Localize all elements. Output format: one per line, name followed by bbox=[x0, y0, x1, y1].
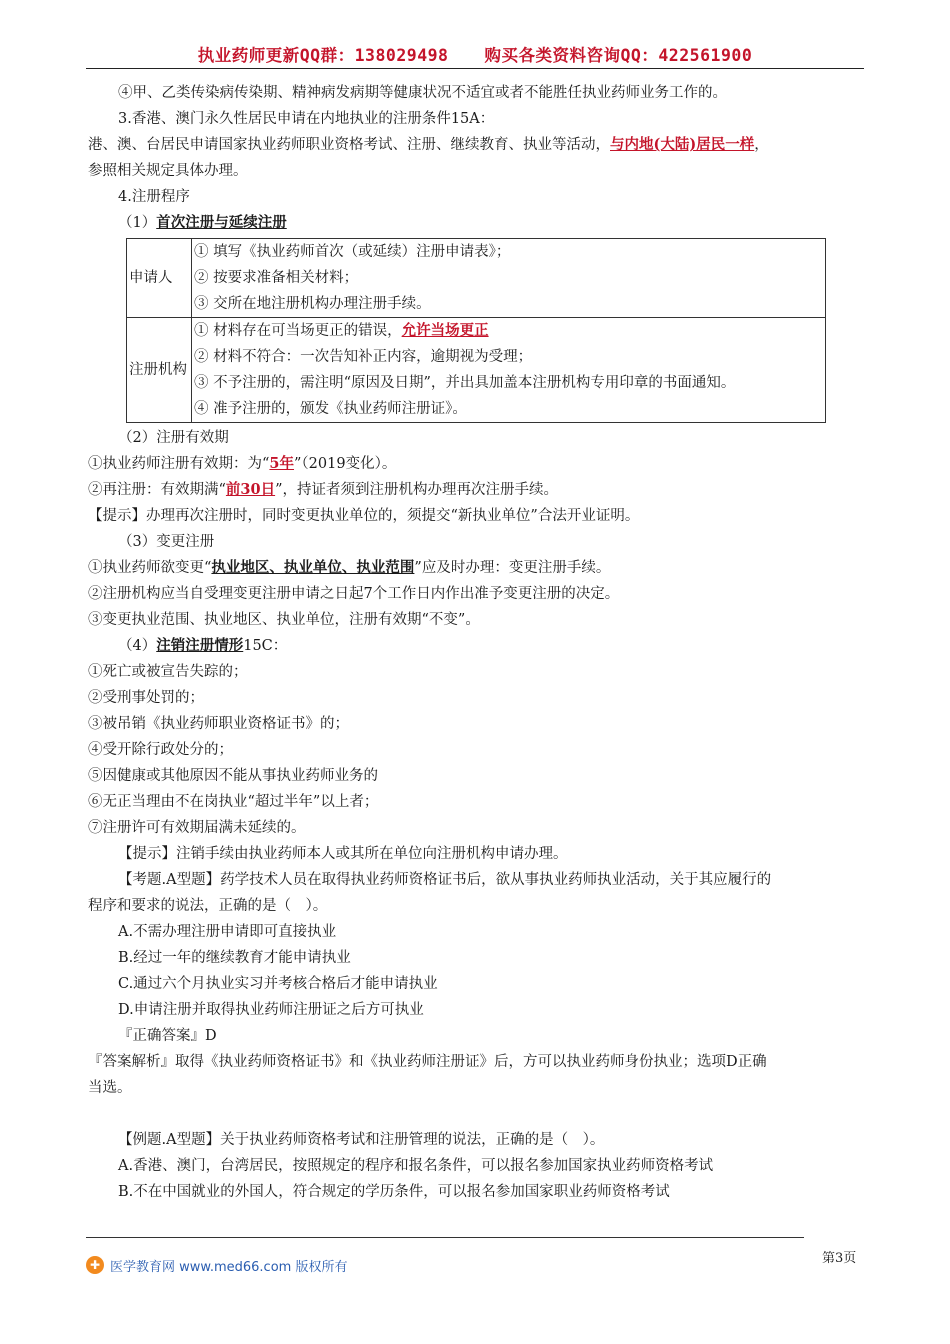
list-item: ③ 不予注册的，需注明“原因及日期”，并出具加盖本注册机构专用印章的书面通知。 bbox=[194, 375, 736, 391]
footer-site-text: 医学教育网 www.med66.com 版权所有 bbox=[110, 1259, 348, 1275]
list-item: ⑥无正当理由不在岗执业“超过半年”以上者； bbox=[88, 794, 379, 810]
footer-divider bbox=[86, 1237, 804, 1238]
subsection-first-registration: （1）首次注册与延续注册 bbox=[118, 214, 287, 231]
footer-brand bbox=[86, 1254, 347, 1276]
applicant-items bbox=[192, 239, 826, 318]
list-item: ②受刑事处罚的； bbox=[88, 690, 204, 706]
exam-option: D.申请注册并取得执业药师注册证之后方可执业 bbox=[118, 1002, 424, 1018]
list-item: ③ 交所在地注册机构办理注册手续。 bbox=[194, 296, 431, 312]
list-item: ⑦注册许可有效期届满未延续的。 bbox=[88, 820, 306, 836]
exam-option: A.不需办理注册申请即可直接执业 bbox=[118, 924, 337, 940]
header-qq-group: 执业药师更新QQ群：138029498 bbox=[197, 46, 449, 65]
example-option: B.不在中国就业的外国人，符合规定的学历条件，可以报名参加国家职业药师资格考试 bbox=[118, 1184, 670, 1200]
document-body bbox=[88, 80, 864, 1205]
hk-macau-text: 港、澳、台居民申请国家执业药师职业资格考试、注册、继续教育、执业等活动，与内地(大陆)居民一样， bbox=[88, 136, 769, 153]
table-row bbox=[127, 239, 826, 318]
list-item: ① 材料存在可当场更正的错误，允许当场更正 bbox=[194, 322, 489, 339]
highlight-correct-on-site: 允许当场更正 bbox=[401, 322, 489, 339]
exam-answer: 『正确答案』D bbox=[118, 1028, 217, 1044]
list-item: ④ 准予注册的，颁发《执业药师注册证》。 bbox=[194, 401, 467, 417]
example-option: A.香港、澳门，台湾居民，按照规定的程序和报名条件，可以报名参加国家执业药师资格考试 bbox=[118, 1158, 714, 1174]
list-item: ③被吊销《执业药师职业资格证书》的； bbox=[88, 716, 349, 732]
cancel-tip: 【提示】注销手续由执业药师本人或其所在单位向注册机构申请办理。 bbox=[118, 846, 568, 862]
subsection-change: （3）变更注册 bbox=[118, 534, 215, 550]
highlight-5-years: 5年 bbox=[269, 455, 295, 472]
exam-option: C.通过六个月执业实习并考核合格后才能申请执业 bbox=[118, 976, 438, 992]
list-item: ① 填写《执业药师首次（或延续）注册申请表》； bbox=[194, 244, 511, 260]
validity-item-2: ②再注册：有效期满“前30日”，持证者须到注册机构办理再次注册手续。 bbox=[88, 481, 559, 498]
subsection-validity: （2）注册有效期 bbox=[118, 430, 229, 446]
registration-table bbox=[126, 238, 826, 423]
example-question: 【例题.A型题】关于执业药师资格考试和注册管理的说法，正确的是（ ）。 bbox=[118, 1132, 605, 1148]
exam-question-cont: 程序和要求的说法，正确的是（ ）。 bbox=[88, 898, 328, 914]
highlight-change-scope: 执业地区、执业单位、执业范围 bbox=[211, 559, 415, 576]
highlight-30-days: 前30日 bbox=[225, 481, 276, 498]
table-row bbox=[127, 318, 826, 423]
highlight-same-as-mainland: 与内地(大陆)居民一样 bbox=[610, 136, 755, 153]
hk-macau-text-cont: 参照相关规定具体办理。 bbox=[88, 163, 248, 179]
validity-item-1: ①执业药师注册有效期：为“5年”（2019变化）。 bbox=[88, 455, 397, 472]
section-registration-procedure: 4.注册程序 bbox=[118, 189, 190, 205]
change-item-3: ③变更执业范围、执业地区、执业单位，注册有效期“不变”。 bbox=[88, 612, 480, 628]
agency-label: 注册机构 bbox=[127, 318, 192, 423]
agency-items bbox=[192, 318, 826, 423]
applicant-label: 申请人 bbox=[127, 239, 192, 318]
exam-option: B.经过一年的继续教育才能申请执业 bbox=[118, 950, 351, 966]
change-item-2: ②注册机构应当自受理变更注册申请之日起7个工作日内作出准予变更注册的决定。 bbox=[88, 586, 620, 602]
list-item: ② 材料不符合：一次告知补正内容，逾期视为受理； bbox=[194, 349, 533, 365]
exam-question: 【考题.A型题】药学技术人员在取得执业药师资格证书后，欲从事执业药师执业活动，关于其应履行的 bbox=[118, 872, 772, 888]
section-hk-macau: 3.香港、澳门永久性居民申请在内地执业的注册条件15A： bbox=[118, 111, 495, 127]
med66-logo-icon: ✚ bbox=[86, 1256, 104, 1274]
exam-analysis-cont: 当选。 bbox=[88, 1080, 132, 1096]
list-item: ①死亡或被宣告失踪的； bbox=[88, 664, 248, 680]
list-item: ④受开除行政处分的； bbox=[88, 742, 233, 758]
condition-item-4: ④甲、乙类传染病传染期、精神病发病期等健康状况不适宜或者不能胜任执业药师业务工作的。 bbox=[118, 85, 727, 101]
change-item-1: ①执业药师欲变更“执业地区、执业单位、执业范围”应及时办理：变更注册手续。 bbox=[88, 559, 611, 576]
header-qq-contact: 购买各类资料咨询QQ：422561900 bbox=[484, 46, 753, 65]
list-item: ② 按要求准备相关材料； bbox=[194, 270, 359, 286]
subsection-cancel: （4）注销注册情形15C： bbox=[118, 637, 288, 654]
list-item: ⑤因健康或其他原因不能从事执业药师业务的 bbox=[88, 768, 378, 784]
validity-tip: 【提示】办理再次注册时，同时变更执业单位的，须提交“新执业单位”合法开业证明。 bbox=[88, 508, 640, 524]
exam-analysis: 『答案解析』取得《执业药师资格证书》和《执业药师注册证》后，方可以执业药师身份执业；选项D正确 bbox=[88, 1054, 767, 1070]
page-number: 第3页 bbox=[822, 1251, 857, 1266]
page-header bbox=[86, 42, 864, 69]
